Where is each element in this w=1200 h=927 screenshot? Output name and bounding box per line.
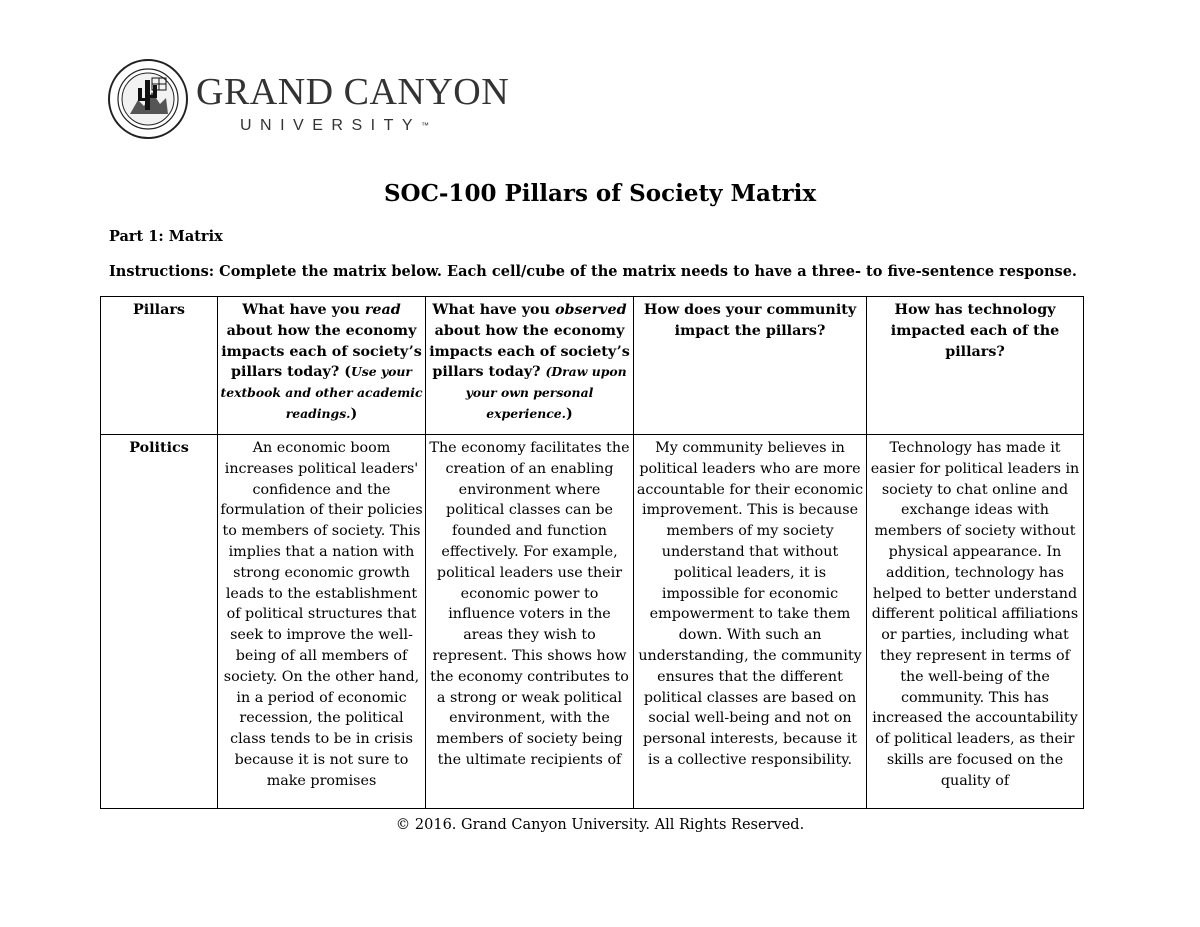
instructions: Instructions: Complete the matrix below. Each cell/cube of the matrix needs to have a three- to five-sentence response. <box>109 263 1077 280</box>
header-read-text: What have you <box>242 302 365 318</box>
table-row <box>101 435 1084 809</box>
trademark-mark: ™ <box>421 121 430 130</box>
part-heading: Part 1: Matrix <box>109 228 223 245</box>
page-title: SOC-100 Pillars of Society Matrix <box>383 180 817 207</box>
logo-name <box>196 72 509 112</box>
header-observed <box>426 297 634 435</box>
header-row <box>101 297 1084 435</box>
cell-technology-text: Technology has made it easier for political leaders in society to chat online and exchange ideas with members of society without physical appearance. In addition, technology has helped to better understand different political affiliations or parties, including what they represent in terms of the well-being of the community. This has increased the accountability of political leaders, as their skills are focused on the quality of <box>870 440 1080 789</box>
logo-line2: UNIVERSITY <box>240 117 422 134</box>
header-community <box>634 297 867 435</box>
cell-read <box>218 435 426 809</box>
university-logo <box>108 58 510 140</box>
cell-community <box>634 435 867 809</box>
pillars-matrix-table <box>100 296 1084 809</box>
header-technology-label: How has technology impacted each of the pillars? <box>890 302 1060 360</box>
copyright-footer: © 2016. Grand Canyon University. All Rights Reserved. <box>395 817 805 833</box>
logo-subname <box>240 117 429 135</box>
cell-read-text: An economic boom increases political leaders' confidence and the formulation of their policies to members of society. This implies that a nation with strong economic growth leads to the establishment of political structures that seek to improve the well-being of all members of society. On the other hand, in a period of economic recession, the political class tends to be in crisis because it is not sure to make promises <box>220 440 423 789</box>
header-observed-text: What have you <box>432 302 555 318</box>
cell-community-text: My community believes in political leaders who are more accountable for their economic improvement. This is because members of my society understand that without political leaders, it is impossible for economic empowerment to take them down. With such an understanding, the community ensures that the different political classes are based on social well-being and not on personal interests, because it is a collective responsibility. <box>636 440 864 768</box>
header-read-close: ) <box>350 405 358 422</box>
header-observed-emphasis: observed <box>554 302 627 318</box>
header-observed-note: (Draw upon your own personal experience. <box>465 364 627 421</box>
cell-observed-text: The economy facilitates the creation of an enabling environment where political classes can be founded and function effectively. For example, political leaders use their economic power to influence voters in the areas they wish to represent. This shows how the economy contributes to a strong or weak political environment, with the members of society being the ultimate recipients of <box>429 440 630 768</box>
cell-observed <box>426 435 634 809</box>
header-pillars <box>101 297 218 435</box>
header-technology <box>867 297 1084 435</box>
logo-line1: GRAND CANYON <box>196 71 510 113</box>
header-community-label: How does your community impact the pillars? <box>643 302 857 339</box>
pillar-name: Politics <box>101 435 218 809</box>
header-read-text-2: about how the economy impacts each of society’s pillars today? ( <box>221 322 422 381</box>
header-read-emphasis: read <box>364 302 401 318</box>
header-pillars-label: Pillars <box>133 302 185 318</box>
header-observed-close: ) <box>565 405 573 422</box>
header-observed-text-2: about how the economy impacts each of society’s pillars today? <box>429 322 630 381</box>
header-read-note: Use your textbook and other academic readings. <box>220 364 423 421</box>
header-read <box>218 297 426 435</box>
cell-technology <box>867 435 1084 809</box>
